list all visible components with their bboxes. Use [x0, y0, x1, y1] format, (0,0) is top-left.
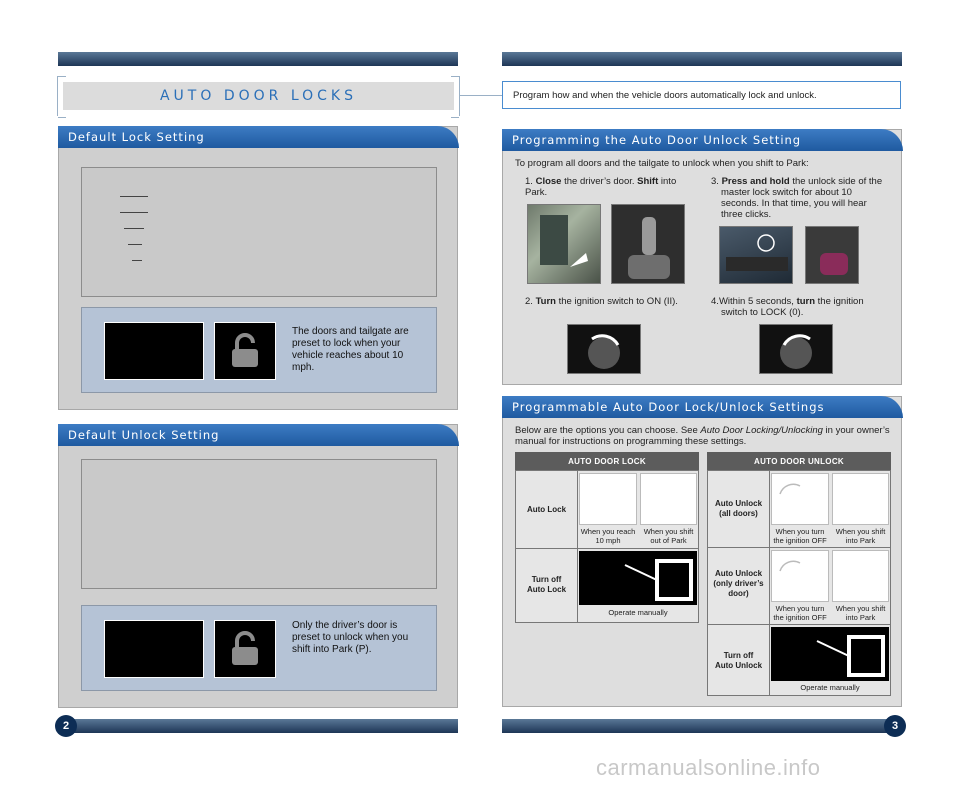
unlock-lock-icon [214, 620, 276, 678]
unlock-table [707, 470, 891, 696]
lock-switch-photo [805, 226, 859, 284]
settings-intro: Below are the options you can choose. See Auto Door Locking/Unlocking in your owner’s manual for instructions on programming these settings. [515, 425, 890, 447]
default-unlock-text: Only the driver’s door is preset to unlock when you shift into Park (P). [292, 620, 409, 655]
default-unlock-panel [58, 424, 458, 708]
settings-panel [502, 396, 902, 707]
step-4: 4.Within 5 seconds, turn the ignition switch to LOCK (0). [711, 296, 864, 318]
unlock-row2-img2 [832, 550, 889, 602]
lock-row1-cap1: When you reach 10 mph [580, 527, 636, 545]
step-1: 1. Close the driver’s door. Shift into Park. [525, 176, 677, 198]
bottom-bar-left [70, 719, 458, 733]
unlock-row1-img1 [771, 473, 829, 525]
top-bar-right [502, 52, 902, 66]
default-lock-panel [58, 126, 458, 410]
unlock-row3-label: Turn off Auto Unlock [714, 651, 763, 670]
intro-text: Program how and when the vehicle doors automatically lock and unlock. [513, 89, 817, 101]
lock-table-header: AUTO DOOR LOCK [515, 452, 699, 470]
lock-row2-label: Turn off Auto Lock [526, 575, 567, 594]
step-2: 2. Turn the ignition switch to ON (II). [525, 296, 678, 307]
programming-intro: To program all doors and the tailgate to unlock when you shift to Park: [515, 158, 809, 169]
ignition-lock-photo [759, 324, 833, 374]
page-title-box [63, 82, 454, 110]
intro-box [502, 81, 901, 109]
lock-row1-label: Auto Lock [526, 505, 567, 514]
page-title: AUTO DOOR LOCKS [159, 88, 357, 104]
unlock-table-header: AUTO DOOR UNLOCK [707, 452, 891, 470]
lock-row1-cap2: When you shift out of Park [643, 527, 694, 545]
default-unlock-info [81, 605, 437, 691]
programming-panel [502, 129, 902, 385]
door-photo [527, 204, 601, 284]
lock-photo [104, 322, 204, 380]
top-bar-left [58, 52, 458, 66]
default-lock-diagram [81, 167, 437, 297]
unlock-row3-img [771, 627, 889, 681]
lock-row1-img1 [579, 473, 637, 525]
lock-row1-img2 [640, 473, 697, 525]
default-unlock-diagram [81, 459, 437, 589]
door-icon [528, 205, 601, 284]
unlock-row1-label: Auto Unlock (all doors) [714, 499, 763, 518]
watermark: carmanualsonline.info [596, 755, 821, 780]
lock-row2-img [579, 551, 697, 605]
unlock-row3-cap: Operate manually [800, 683, 860, 692]
default-lock-text: The doors and tailgate are preset to lock when your vehicle reaches about 10 mph. [292, 326, 409, 373]
key-icon [568, 325, 641, 374]
unlock-row2-img1 [771, 550, 829, 602]
default-lock-heading: Default Lock Setting [58, 126, 459, 148]
unlock-row2-cap1: When you turn the ignition OFF [773, 604, 827, 622]
page-number-left: 2 [55, 715, 77, 737]
unlock-row2-cap2: When you shift into Park [835, 604, 886, 622]
default-lock-info [81, 307, 437, 393]
ignition-on-photo [567, 324, 641, 374]
title-connector [460, 95, 502, 96]
gear-shift-photo [611, 204, 685, 284]
unlock-photo [104, 620, 204, 678]
unlock-row1-cap2: When you shift into Park [835, 527, 886, 545]
lock-row2-cap: Operate manually [608, 608, 668, 617]
step-3: 3. Press and hold the unlock side of the master lock switch for about 10 seconds. In that time, you will hear three clicks. [711, 176, 883, 220]
unlock-row1-img2 [832, 473, 889, 525]
gear-shift-icon [612, 205, 685, 284]
switch-icon [720, 227, 793, 284]
settings-heading: Programmable Auto Door Lock/Unlock Settings [502, 396, 903, 418]
page-number-right: 3 [884, 715, 906, 737]
unlock-row1-cap1: When you turn the ignition OFF [773, 527, 827, 545]
switch-photo [719, 226, 793, 284]
diagram-lines [120, 196, 150, 276]
programming-heading: Programming the Auto Door Unlock Setting [502, 129, 903, 151]
bottom-bar-right [502, 719, 890, 733]
lock-table [515, 470, 699, 623]
default-unlock-heading: Default Unlock Setting [58, 424, 459, 446]
unlock-row2-label: Auto Unlock (only driver’s door) [713, 569, 764, 598]
lock-icon [214, 322, 276, 380]
